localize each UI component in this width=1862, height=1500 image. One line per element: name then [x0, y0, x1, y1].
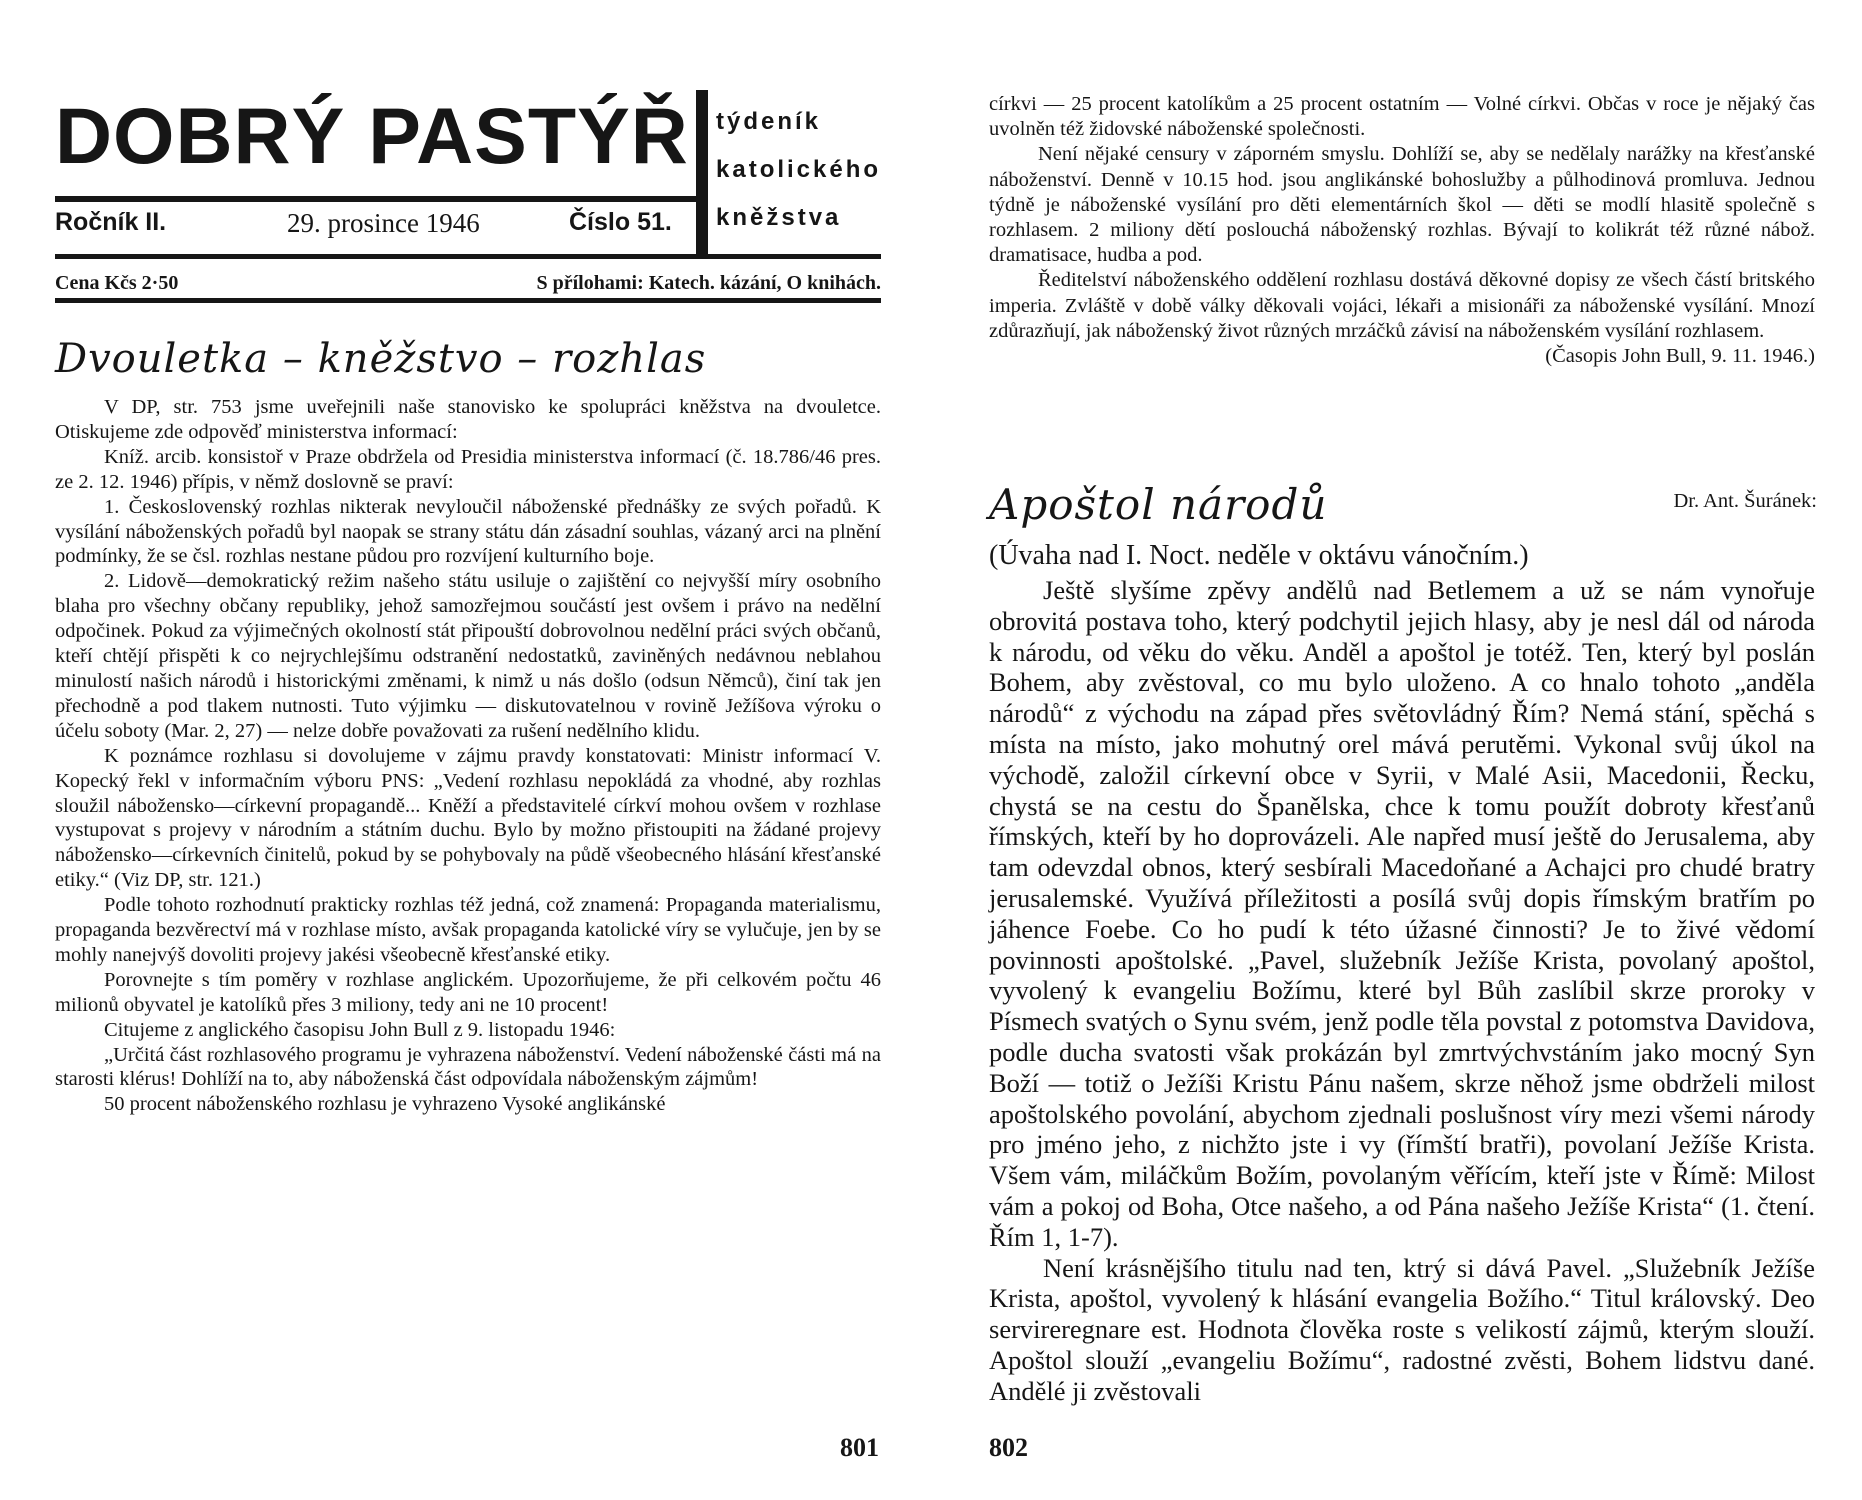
- paragraph: V DP, str. 753 jsme uveřejnili naše stanovisko ke spolupráci kněžstva na dvouletce. Otiskujeme zde odpověď ministerstva informací:: [55, 396, 881, 443]
- paragraph: 1. Československý rozhlas nikterak nevyloučil náboženské přednášky ze svých pořadů. K vysílání náboženských pořadů byl naopak se strany státu dán zásadní souhlas, vázaný arci na plnění podmínky, že se čsl. rozhlas nestane půdou pro rozvíjení kulturního boje.: [55, 495, 881, 568]
- article-body: [55, 395, 881, 1117]
- paragraph: Ještě slyšíme zpěvy andělů nad Betlemem a už se nám vynořuje obrovitá postava toho, který podchytil jejich hlasy, aby je nesl dál od národa k národu, od věku do věku. Anděl a apoštol je totéž. Ten, který byl poslán Bohem, aby zvěstoval, co mu bylo uloženo. A co hnalo tohoto „anděla národů“ z východu na západ přes světovládný Řím? Nemá stání, spěchá s místa na místo, jako mohutný orel mává perutěmi. Vykonal svůj úkol na východě, založil církevní obce v Syrii, v Malé Asii, Macedonii, Řecku, chystá se na cestu do Španělska, chce k tomu použít dobroty křesťanů římských, kteří by ho doprovázeli. Ale napřed musí ještě do Jerusalema, aby tam odevzdal obnos, který sesbírali Macedoňané a Achajci pro chudé bratry jerusalemské. Využívá příležitosti a posílá svůj dopis římským bratřím po jáhence Foebe. Co ho pudí k této úžasné činnosti? Je to živé vědomí povinnosti apoštolské. „Pavel, služebník Ježíše Krista, povolaný apoštol, vyvolený k evangeliu Božímu, které byl Bůh zaslíbil skrze proroky v Písmech svatých o Synu svém, jenž podle těla povstal z potomstva Davidova, podle ducha svatosti však prokázán byl zmrtvýchvstáním jako mocný Syn Boží — totiž o Ježíši Kristu Pánu našem, skrze něhož jsme obdrželi milost apoštolského povolání, abychom zjednali poslušnost víry mezi všemi národy pro jméno jeho, z nichžto jste i vy (římští bratři), povolaní Ježíše Krista. Všem vám, miláčkům Božím, povolaným věřícím, kteří jste v Římě: Milost vám a pokoj od Boha, Otce našeho, a od Pána našeho Ježíše Krista“ (1. čtení. Řím 1, 1-7).: [989, 575, 1815, 1252]
- supplements-label: S přílohami: Katech. kázání, O knihách.: [536, 272, 881, 294]
- magazine-title: DOBRÝ PASTÝŘ: [55, 91, 689, 180]
- masthead-rule: [55, 254, 881, 259]
- paragraph: církvi — 25 procent katolíkům a 25 procent ostatním — Volné církvi. Občas v roce je nějaký čas uvolněn též židovské náboženské společnosti.: [989, 93, 1815, 141]
- paragraph: Není krásnějšího titulu nad ten, ktrý si dává Pavel. „Služebník Ježíše Krista, apoštol, vyvolený k hlásání evangelia Božího.“ Titul královský. Deo servireregnare est. Hodnota člověka roste s velikostí zájmů, kterým slouží. Apoštol slouží „evangeliu Božímu“, radostné zvěsti, Bohem lidstvu dané. Andělé ji zvěstovali: [989, 1252, 1815, 1406]
- paragraph: Podle tohoto rozhodnutí prakticky rozhlas též jedná, což znamená: Propaganda materialismu, propaganda bezvěrectví má v rozhlase místo, avšak propaganda katolické víry se vylučuje, jen by se mohly nanejvýš dovoliti projevy jakési všeobecně křesťanské etiky.: [55, 894, 881, 966]
- paragraph: Porovnejte s tím poměry v rozhlase anglickém. Upozorňujeme, že při celkovém počtu 46 milionů obyvatel je katolíků přes 3 miliony, tedy ani ne 10 procent!: [55, 968, 881, 1016]
- issue-number: Číslo 51.: [569, 208, 672, 236]
- article-continuation: [989, 92, 1815, 369]
- article-author: Dr. Ant. Šuránek:: [1673, 490, 1817, 512]
- masthead-rule: [55, 196, 696, 202]
- paragraph: K poznámce rozhlasu si dovolujeme v zájmu pravdy konstatovati: Ministr informací V. Kopecký řekl v informačním výboru PNS: „Vedení rozhlasu nepokládá za vhodné, aby rozhlas sloužil nábožensko—církevní propagandě... Kněží a představitelé církví mohou ovšem v rozhlase vystupovat s projevy v národním a státním duchu. Bylo by možno přistoupiti na žádané projevy nábožensko—církevních činitelů, pokud by se pohybovaly na půdě všeobecného hlásání křesťanské etiky.“ (Viz DP, str. 121.): [55, 744, 881, 892]
- article-title: Dvouletka – kněžstvo – rozhlas: [55, 336, 707, 382]
- article-title: Apoštol národů: [989, 480, 1328, 529]
- page-number: 802: [989, 1433, 1028, 1462]
- masthead-vertical-rule: [696, 90, 708, 254]
- paragraph: „Určitá část rozhlasového programu je vyhrazena náboženství. Vedení náboženské části má na starosti klérus! Dohlíží na to, aby náboženská část odpovídala náboženským zájmům!: [55, 1043, 881, 1091]
- paragraph: Není nějaké censury v záporném smyslu. Dohlíží se, aby se nedělaly narážky na křesťanské náboženství. Denně v 10.15 hod. jsou anglikánské bohoslužby a půlhodinová promluva. Jednou týdně je náboženské vysílání pro děti elementárních škol — děti se modlí hlasitě společně s rozhlasem. 2 miliony dětí poslouchá náboženský rozhlas. Bývají to kolikrát též různé nábož. dramatisace, hudba a pod.: [989, 143, 1815, 267]
- masthead: [55, 88, 881, 308]
- paragraph: 2. Lidově—demokratický režim našeho státu usiluje o zajištění co nejvyšší míry osobního blaha pro všechny občany republiky, jehož samozřejmou součástí jest ovšem i právo na nedělní odpočinek. Pokud za výjimečných okolností stát připouští dobrovolnou nedělní práci svých občanů, kteří chtějí přispěti k co nejrychlejšímu odstranění nedostatků, zaviněných nedávnou neblahou minulostí našich národů i historickými změnami, k nimž u nás došlo (odsun Němců), činí tak jen přechodně a pod tlakem nutnosti. Tuto výjimku — diskutovatelnou v rovině Ježíšova výroku o účelu soboty (Mar. 2, 27) — nelze dobře považovati za rušení nedělního klidu.: [55, 570, 881, 742]
- masthead-subtitle-line: katolického: [716, 156, 882, 183]
- volume-label: Ročník II.: [55, 208, 167, 236]
- paragraph: Kníž. arcib. konsistoř v Praze obdržela od Presidia ministerstva informací (č. 18.786/46 pres. ze 2. 12. 1946) přípis, v němž doslovně se praví:: [55, 445, 881, 493]
- right-page: [931, 0, 1862, 1500]
- source-citation: (Časopis John Bull, 9. 11. 1946.): [1545, 345, 1815, 368]
- paragraph: Citujeme z anglického časopisu John Bull z 9. listopadu 1946:: [104, 1018, 616, 1041]
- page-number: 801: [840, 1433, 879, 1462]
- masthead-subtitle-line: týdeník: [716, 108, 822, 135]
- paragraph: Ředitelství náboženského oddělení rozhlasu dostává děkovné dopisy ze všech částí britského imperia. Zvláště v době války děkovali vojáci, lékaři a misionáři za náboženské vysílání. Mnozí zdůrazňují, jak náboženský život různých mrzáčků závisí na náboženském vysílání rozhlasem.: [989, 269, 1815, 342]
- paragraph: 50 procent náboženského rozhlasu je vyhrazeno Vysoké anglikánské: [104, 1093, 666, 1116]
- issue-date: 29. prosince 1946: [287, 208, 480, 238]
- price-label: Cena Kčs 2·50: [55, 272, 179, 294]
- article-body: [989, 575, 1815, 1407]
- article-subtitle: (Úvaha nad I. Noct. neděle v oktávu vánočním.): [989, 540, 1529, 571]
- masthead-subtitle-line: kněžstva: [716, 204, 842, 231]
- masthead-rule: [55, 298, 881, 303]
